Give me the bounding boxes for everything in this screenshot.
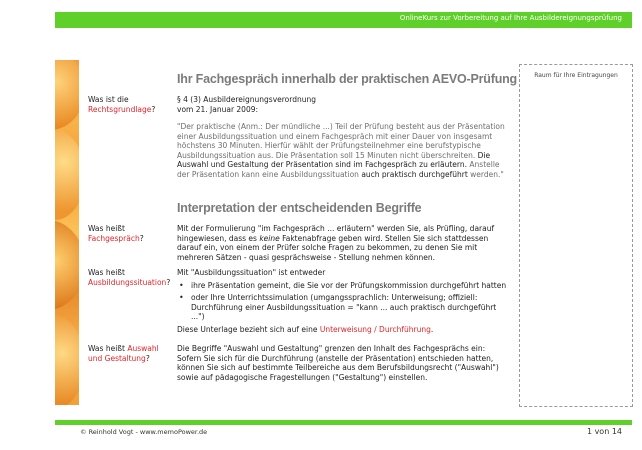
label-auswahl-gestaltung	[88, 344, 163, 364]
apricot-photo	[55, 60, 79, 405]
label-rechtsgrundlage	[88, 95, 163, 115]
outro-text	[177, 325, 510, 335]
law-line-1: § 4 (3) Ausbildereignungsverordnung	[177, 95, 316, 104]
list-item: • ihre Präsentation gemeint, die Sie vor der Prüfungskommission durchgeführt hatten	[177, 281, 510, 291]
header-bar	[55, 12, 632, 28]
quote-emphasis-1: Die Auswahl und Gestaltung der Präsentation sind im Fachgespräch zu erläutern.	[177, 150, 491, 169]
label-ausbildungssituation	[88, 268, 171, 288]
label-prefix: Was heißt	[88, 344, 128, 353]
ausbildungssituation-text	[177, 268, 510, 334]
apricot-shape	[55, 315, 79, 405]
bullet-list	[177, 281, 510, 322]
footer-bar	[55, 420, 632, 425]
section-heading-1: Ihr Fachgespräch innerhalb der praktischen AEVO-Prüfung	[177, 72, 517, 86]
label-highlight: Auswahl und Gestaltung	[88, 344, 159, 363]
notes-label: Raum für Ihre Eintragungen	[534, 72, 618, 79]
label-suffix: ?	[151, 105, 156, 114]
outro-plain: Diese Unterlage bezieht sich auf eine	[177, 324, 320, 334]
label-prefix: Was heißt	[88, 268, 125, 277]
outro-end: .	[430, 324, 434, 334]
apricot-shape	[55, 220, 79, 310]
law-quote	[177, 122, 510, 179]
notes-box[interactable]	[519, 64, 633, 407]
paragraph-text: Mit der Formulierung "im Fachgespräch ... erläutern" werden Sie, als Prüfling, darauf hingewiesen, dass es	[177, 224, 495, 243]
auswahl-gestaltung-text: Die Begriffe "Auswahl und Gestaltung" grenzen den Inhalt des Fachgesprächs ein: Sofern Sie sich für die Durchführung (anstelle der Präsentation) entschieden hatten, können Sie sich auf bestimmte Teilbereiche aus dem Berufsbildungsrecht ("Auswahl") sowie auf pädagogische Fragestellungen ("Gestaltung") einstellen.	[177, 344, 499, 382]
intro-text: Mit "Ausbildungssituation" ist entweder	[177, 268, 326, 277]
section-heading-2: Interpretation der entscheidenden Begriffe	[177, 201, 422, 215]
header-title: OnlineKurs zur Vorbereitung auf Ihre Ausbildereignungsprüfung	[399, 14, 622, 22]
list-item: • oder Ihre Unterrichtssimulation (umgangssprachlich: Unterweisung; offiziell: Durchführung einer Ausbildungssituation = "kann ... auch praktisch durchgeführt ...")	[177, 293, 510, 322]
label-suffix: ?	[139, 234, 144, 243]
footer-copyright: © Reinhold Vogt - www.memoPower.de	[80, 428, 208, 436]
law-reference	[177, 95, 510, 114]
quote-text-2: Anstelle der Präsentation kann eine Ausbildungssituation	[177, 160, 500, 179]
fachgespraech-text	[177, 224, 510, 262]
quote-text-3: werden."	[467, 169, 504, 179]
paragraph-text: Faktenabfrage geben wird. Stellen Sie sich stattdessen darauf ein, von einem der Prüfer solche Fragen zu bekommen, zu denen Sie mit mehreren Sätzen - quasi gesprächsweise - Stellung nehmen können.	[177, 233, 489, 262]
label-highlight: Rechtsgrundlage	[88, 105, 152, 114]
label-prefix: Was ist die	[88, 95, 129, 104]
label-fachgespraech	[88, 224, 163, 244]
label-prefix: Was heißt	[88, 224, 125, 233]
label-suffix: ?	[166, 278, 171, 287]
quote-emphasis-2: auch praktisch durchgeführt	[361, 169, 468, 179]
label-highlight: Fachgespräch	[88, 234, 140, 243]
emphasis-text: keine	[259, 233, 280, 243]
law-line-2: vom 21. Januar 2009:	[177, 104, 259, 114]
outro-highlight: Unterweisung / Durchführung	[319, 324, 431, 334]
label-suffix: ?	[145, 354, 150, 363]
label-highlight: Ausbildungssituation	[88, 278, 167, 287]
quote-text: "Der praktische (Anm.: Der mündliche ...) Teil der Prüfung besteht aus der Präsentation einer Ausbildungssituation und einem Fachgespräch mit einer Dauer von insgesamt höchstens 30 Minuten. Hierfür wählt der Prüfungsteilnehmer eine berufstypische Ausbildungssituation aus. Die Präsentation soll 15 Minuten nicht überschreiten.	[177, 122, 505, 160]
apricot-shape	[55, 60, 79, 130]
apricot-shape	[55, 130, 79, 220]
page-number: 1 von 14	[586, 427, 622, 436]
